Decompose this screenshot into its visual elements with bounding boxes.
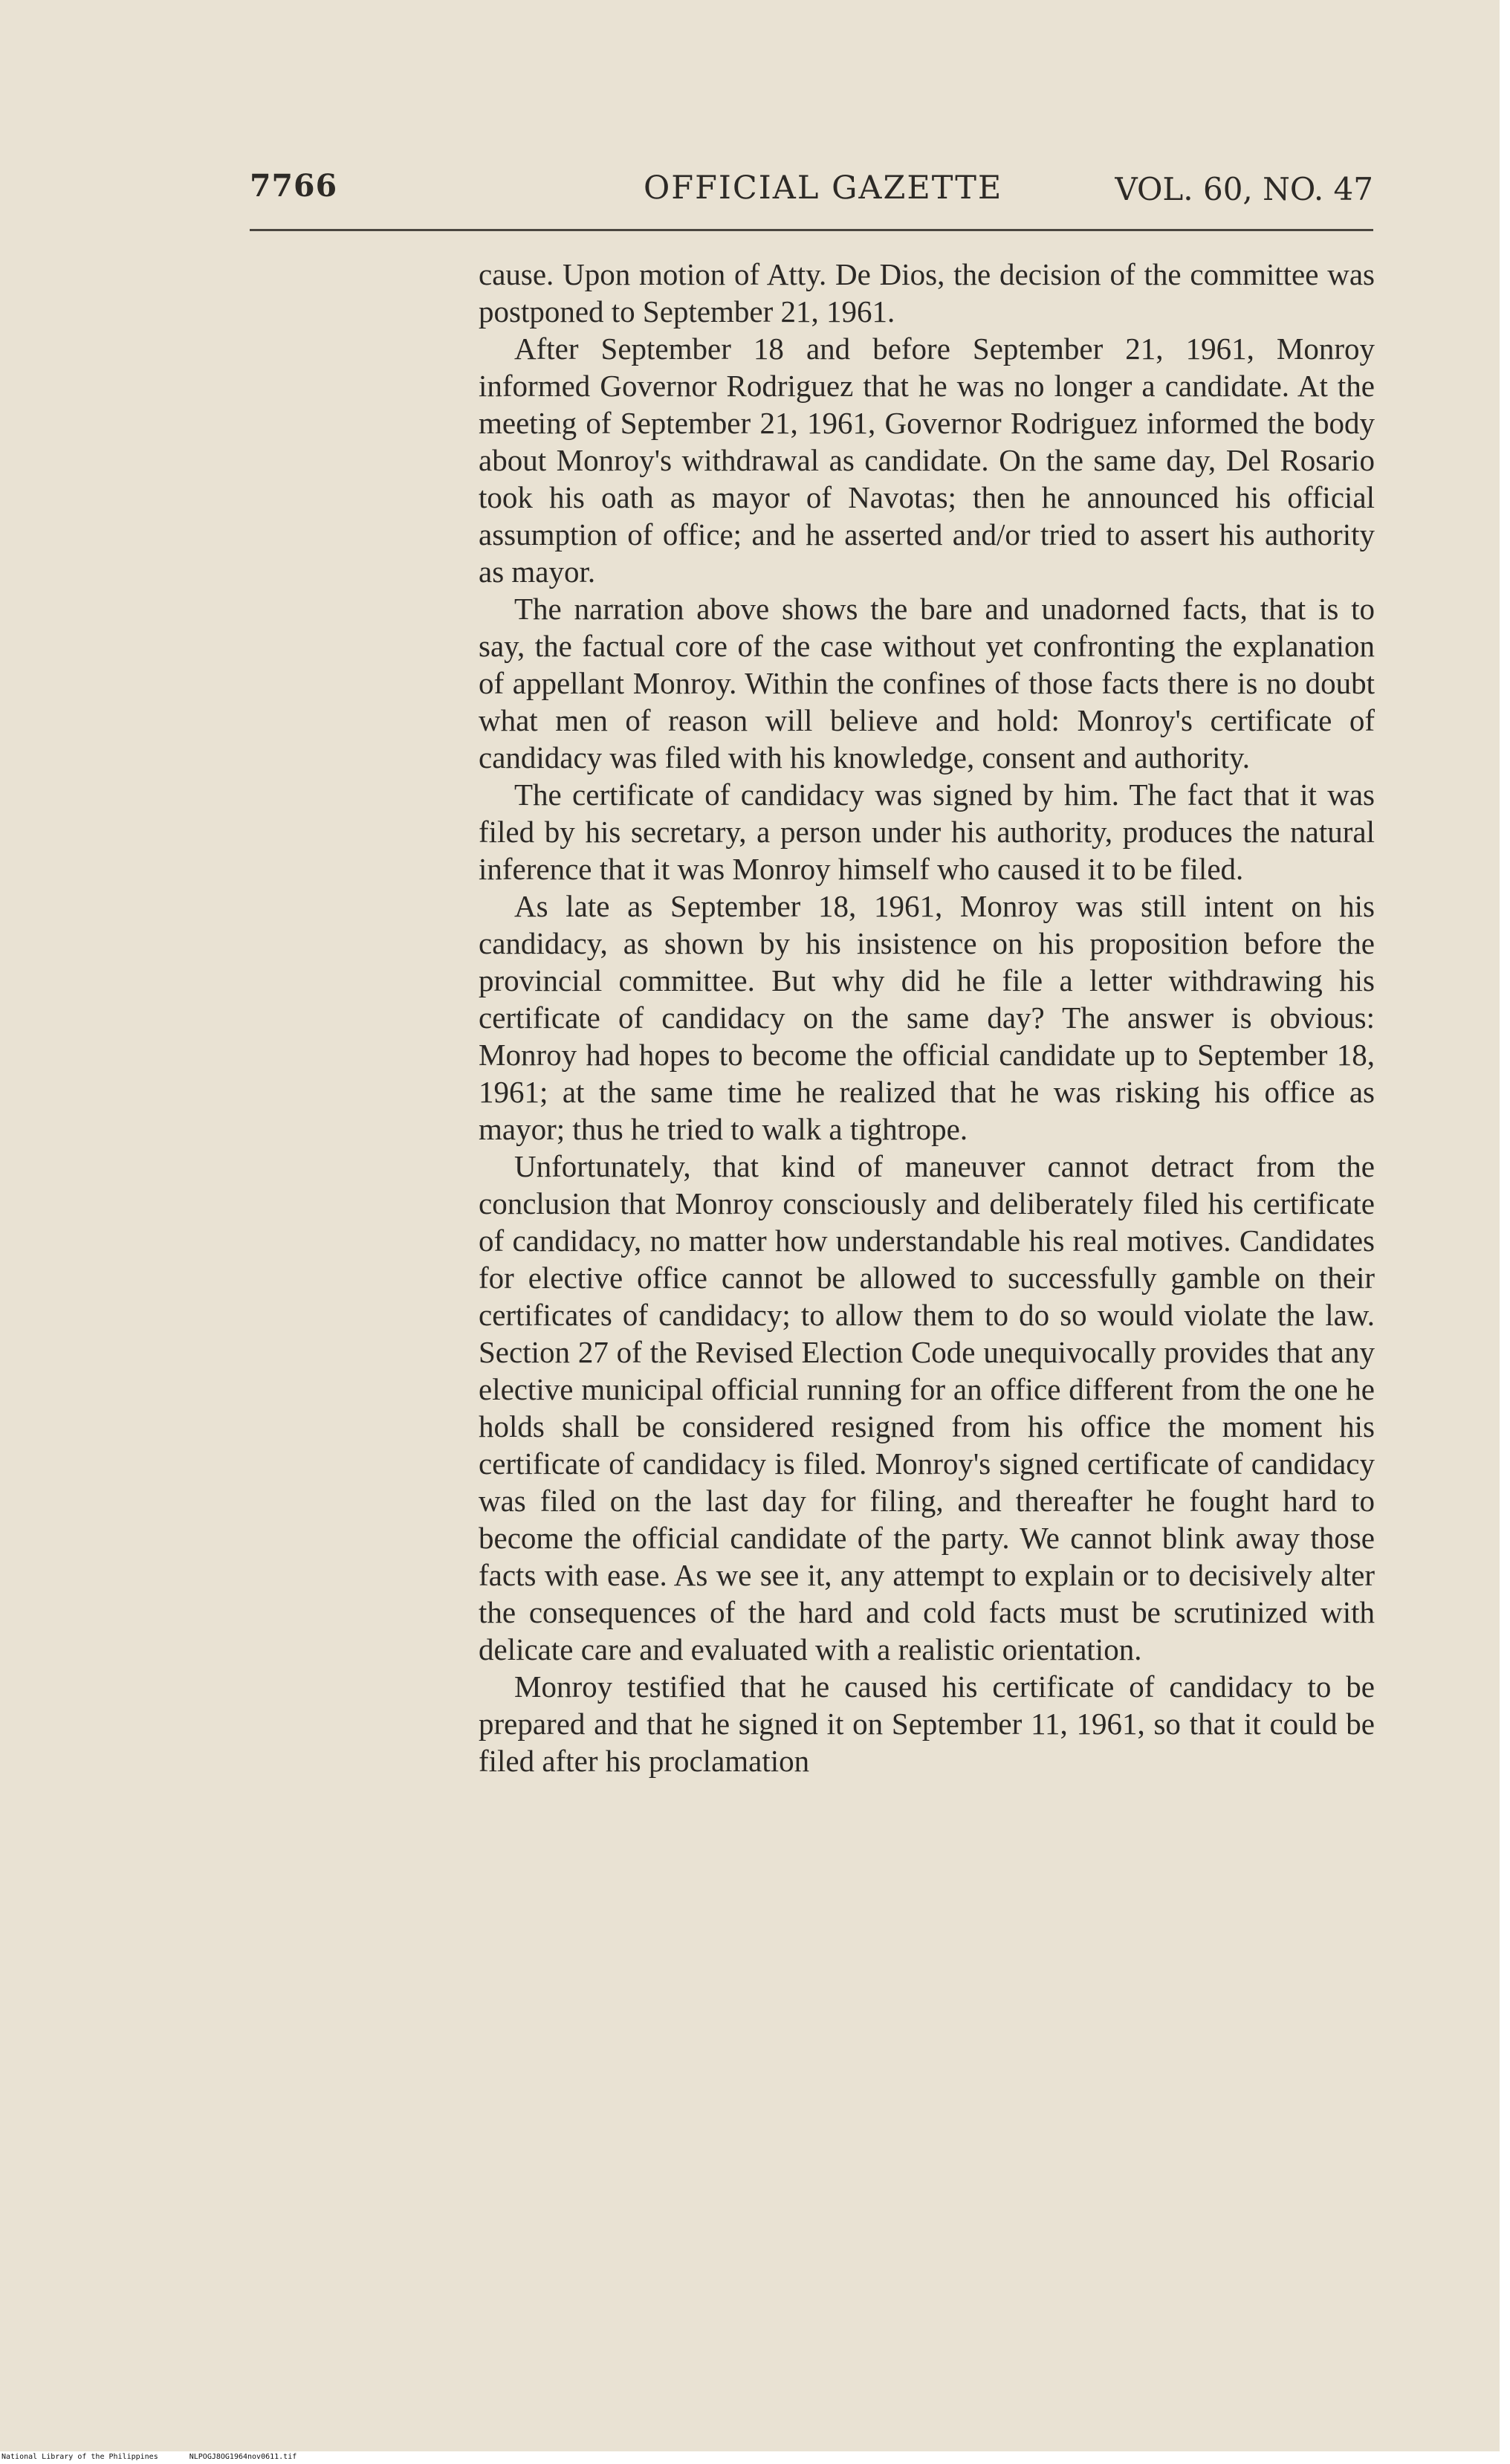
paragraph: As late as September 18, 1961, Monroy was still intent on his candidacy, as shown by his insistence on his proposition before the provincial committee. But why did he file a letter withdrawing his certificate of candidacy on the same day? The answer is obvious: Monroy had hopes to become the official candidate up to September 18, 1961; at the same time he realized that he was risking his office as mayor; thus he tried to walk a tightrope. [479,889,1375,1146]
paragraph: The certificate of candidacy was signed by him. The fact that it was filed by his secretary, a person under his authority, produces the natural inference that it was Monroy himself who caused it to be filed. [479,777,1375,886]
header-rule [250,229,1373,231]
journal-title: OFFICIAL GAZETTE [644,169,1003,207]
paragraph: The narration above shows the bare and unadorned facts, that is to say, the factual core of the case without yet confronting the explanation of appellant Monroy. Within the confines of those facts there is no doubt what men of reason will believe and hold: Monroy's certificate of candidacy was filed with his knowledge, consent and authority. [479,592,1375,775]
paragraph: Monroy testified that he caused his certificate of candidacy to be prepared and that he signed it on September 11, 1961, so that it could be filed after his proclamation [479,1669,1375,1778]
volume-info: VOL. 60, NO. 47 [1115,171,1373,207]
body-text [479,256,1375,1779]
page-header [250,168,1372,220]
file-id: NLPOGJ8OG1964nov0611.tif [189,2453,297,2461]
paragraph: Unfortunately, that kind of maneuver cannot detract from the conclusion that Monroy consciously and deliberately filed his certificate of candidacy, no matter how understandable his real motives. Candidates for elective office cannot be allowed to successfully gamble on their certificates of candidacy; to allow them to do so would violate the law. Section 27 of the Revised Election Code unequivocally provides that any elective municipal official running for an office different from the one he holds shall be considered resigned from his office the moment his certificate of candidacy is filed. Monroy's signed certificate of candidacy was filed on the last day for filing, and thereafter he fought hard to become the official candidate of the party. We cannot blink away those facts with ease. As we see it, any attempt to explain or to decisively alter the consequences of the hard and cold facts must be scrutinized with delicate care and evaluated with a realistic orientation. [479,1149,1375,1666]
page-number: 7766 [250,168,338,204]
paragraph: cause. Upon motion of Atty. De Dios, the decision of the committee was postponed to September 21, 1961. [479,257,1375,329]
scan-footer [1,2453,323,2461]
library-credit: National Library of the Philippines [1,2453,158,2461]
paragraph: After September 18 and before September 21, 1961, Monroy informed Governor Rodriguez that he was no longer a candidate. At the meeting of September 21, 1961, Governor Rodriguez informed the body about Monroy's withdrawal as candidate. On the same day, Del Rosario took his oath as mayor of Navotas; then he announced his official assumption of office; and he asserted and/or tried to assert his authority as mayor. [479,332,1375,589]
